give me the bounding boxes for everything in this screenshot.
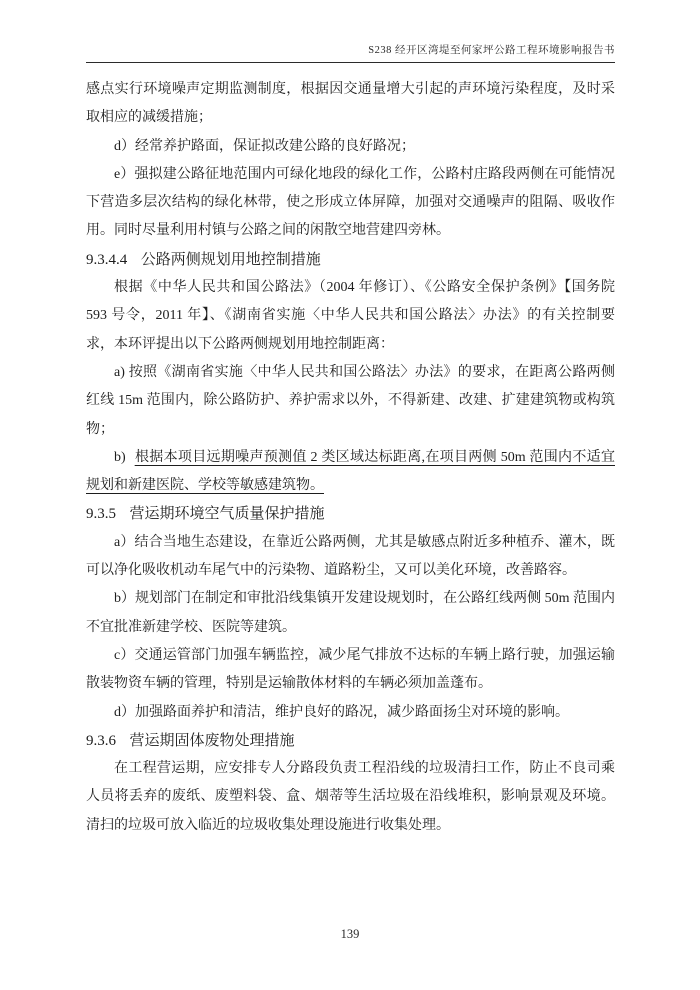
section-heading-9-3-4-4 (86, 246, 615, 274)
section-heading-9-3-6 (86, 727, 615, 755)
paragraph-planning-basis: 根据《中华人民共和国公路法》（2004 年修订）、《公路安全保护条例》【国务院 593 号令，2011 年】、《湖南省实施〈中华人民共和国公路法〉办法》的有关控制要求，本环评提出以下公路两侧规划用地控制距离： (86, 280, 615, 352)
list-item-d-air: d）加强路面养护和清洁，维护良好的路况，减少路面扬尘对环境的影响。 (114, 704, 569, 720)
page-footer (0, 927, 700, 942)
list-item-b-planning (86, 444, 615, 501)
heading-title: 营运期固体废物处理措施 (129, 732, 295, 749)
heading-number: 9.3.4.4 (86, 251, 128, 268)
paragraph-continuation: 感点实行环境噪声定期监测制度，根据因交通量增大引起的声环境污染程度，及时采取相应的减缓措施； (86, 82, 615, 126)
heading-number: 9.3.5 (86, 506, 116, 523)
section-heading-9-3-5 (86, 500, 615, 528)
list-item-a-air: a）结合当地生态建设，在靠近公路两侧，尤其是敏感点附近多种植乔、灌木，既可以净化吸收机动车尾气中的污染物、道路粉尘，又可以美化环境，改善路容。 (86, 534, 615, 579)
list-item-marker: b) (114, 449, 126, 465)
list-item-d-noise: d）经常养护路面，保证拟改建公路的良好路况； (114, 138, 415, 154)
list-item-e-noise: e）强拟建公路征地范围内可绿化地段的绿化工作，公路村庄路段两侧在可能情况下营造多层次结构的绿化林带，使之形成立体屏障，加强对交通噪声的阻隔、吸收作用。同时尽量利用村镇与公路之间的闲散空地营建四旁林。 (86, 166, 615, 239)
page-number: 139 (340, 927, 360, 941)
heading-title: 公路两侧规划用地控制措施 (140, 251, 321, 268)
running-header-title: S238 经开区湾堤至何家坪公路工程环境影响报告书 (368, 45, 615, 56)
list-item-b-air: b）规划部门在制定和审批沿线集镇开发建设规划时，在公路红线两侧 50m 范围内不宜批准新建学校、医院等建筑。 (86, 591, 615, 635)
paragraph-solid-waste: 在工程营运期，应安排专人分路段负责工程沿线的垃圾清扫工作，防止不良司乘人员将丢弃的废纸、废塑料袋、盒、烟蒂等生活垃圾在沿线堆积，影响景观及环境。清扫的垃圾可放入临近的垃圾收集处理设施进行收集处理。 (86, 761, 615, 833)
underlined-requirement-text: 根据本项目远期噪声预测值 2 类区域达标距离,在项目两侧 50m 范围内不适宜规划和新建医院、学校等敏感建筑物。 (86, 449, 615, 494)
list-item-c-air: c）交通运管部门加强车辆监控，减少尾气排放不达标的车辆上路行驶，加强运输散装物资车辆的管理，特别是运输散体材料的车辆必须加盖蓬布。 (86, 647, 615, 692)
list-item-a-planning: a) 按照《湖南省实施〈中华人民共和国公路法〉办法》的要求，在距离公路两侧红线 15m 范围内，除公路防护、养护需求以外，不得新建、改建、扩建建筑物或构筑物； (86, 364, 615, 437)
running-header (86, 42, 615, 63)
document-body (86, 76, 615, 840)
heading-title: 营运期环境空气质量保护措施 (129, 506, 325, 523)
heading-number: 9.3.6 (86, 732, 116, 749)
